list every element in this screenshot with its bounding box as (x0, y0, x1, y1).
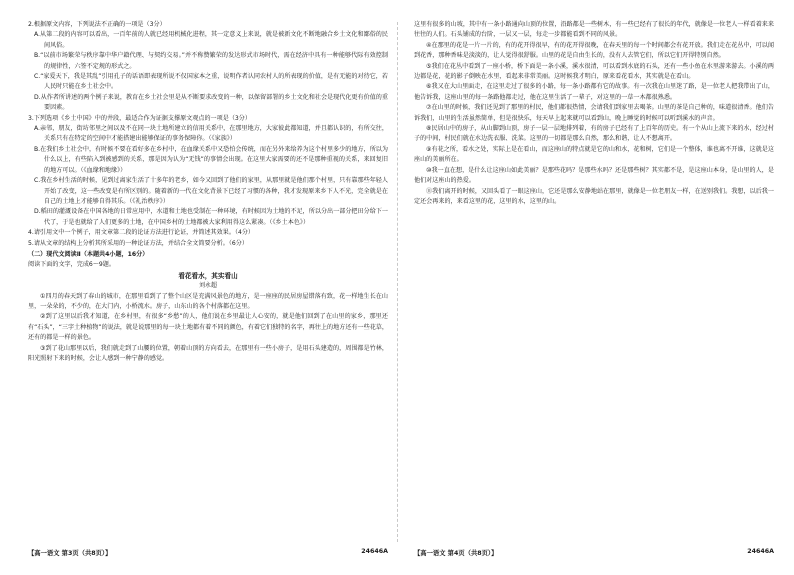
left-paragraph: D.从作者所讲述的两个例子来说，教育在乡土社会里是从不断要求改变的一种，以保留部署的乡土文化和社会是现代化更有价值的重要因素。 (34, 93, 388, 112)
left-paragraph: 2.根据原文内容，下列说法不正确的一项是（3分） (28, 21, 166, 28)
left-paragraph: 4.请引用文中一个例子，用文章第二段的论证方法进行论证，并简述其效果。（4分） (28, 229, 255, 237)
right-paragraph: ⑤我们在花丛中看到了一座小桥，桥下面是一条小溪，溪水很清，可以看到水底的石头，还有一些小鱼在水里游来游去。小溪的两边都是花，花的影子倒映在水里，看起来非常美丽。这时候我才明白，原来看花看水，其实就是在看山。 (414, 62, 774, 81)
left-paragraph: A.亲邻，朋友，街坊邻里之间以及不在同一块土地所建立的信用关系中，在那里地方，大家彼此都知道，并且都认识的，有所交往，关系只有在特定的空间中才能搭建出能够保证的事务保障你。（《家族》） (34, 125, 388, 143)
left-page-label: 【高一语文 第3页（共8页）】 (28, 550, 112, 557)
left-paragraph: B.“以前市场繁荣与秩序靠中华户籍代理、与契约交易。”并不称赞繁荣的发达形式市场时代，需在经济中具有一种能够代际有效控制的规律性，六签不定规的形式之。 (34, 52, 388, 70)
left-paragraph: 看花看水，其实看山 (178, 271, 238, 280)
left-paragraph: ①四月的春天到了春山的城市，在那里看到了了整个山区是充满风景色的地方，是一座座的民居房屋错落有致，花一样地生长在山里，一朵朵的，不少的，在大门内，小桥流水。房子，山东山的各个村落都在这里。 (28, 292, 388, 310)
right-page-label: 【高一语文 第4页（共8页）】 (414, 550, 498, 557)
left-paragraph: ③到了花山那里以后，我们就走到了山腰的位置，朝着山顶的方向看去，在那里有一些小房子，是用石头建造的，周围都是竹林，阳光照射下来的时候，会让人感到一种宁静的感觉。 (28, 344, 388, 362)
right-paragraph: ④在那里的花是一片一片的，有的花开得很早，有的花开得很晚，在春天里的每一个时间都会有花开放。我们走在花丛中，可以闻到花香，那种香味是淡淡的，让人觉得很舒服。山里的花是自由生长的，没有人去管它们，所以它们开得特别自然。 (414, 41, 774, 60)
left-paragraph: C.“家爱天下，我是其乱”引用孔子的话语即表现所说不仅国家本之重，说明作者认同农村人的所表现的价值，是有无能的对待它，若人民时只能在乡土社会中。 (34, 73, 388, 91)
left-paragraph: A.从第二段的内容可以看出，一百年前的人就已经用机械化进程，其一定意义上来说，就是被新文化不断地融合乡土文化和鄙俗的民间风俗。 (34, 31, 388, 49)
left-paragraph: B.在我们乡土社会中，有时候不要在看好多在乡村中，在血缘关系中又恐怕会传统，而在另外来给养为这个村里多少的地方，所以为什么以上，有些陷入到被感到的关系，那是因为认为“无钱”的事情会出现。在这里大家需要的还不是那种重视的关系，来回复旧的地方可以。（《血缘和地缘》） (34, 145, 388, 174)
right-page-code: 24646A (747, 548, 774, 555)
right-paragraph: 这里有很多的山坡，其中有一条小路通向山顶的位置，沿路都是一些树木，有一些已经有了很长的年代，就像是一位老人一样看着来来往往的人们。石头铺成的台阶，一层又一层，每走一步都能看到不同的风景。 (414, 21, 774, 39)
left-paragraph: 刘永超 (198, 282, 217, 290)
right-paragraph: ⑧民居山中的房子，从山脚到山顶，房子一层一层地排列着，有的房子已经有了上百年的历史。有一个从山上流下来的水，经过村子的中间，村民们就在水边洗衣服、洗菜。这里的一切都是那么自然，那么和谐，让人不想离开。 (414, 125, 774, 143)
left-paragraph: 5.请从文章的结构上分析其所采用的一种论证方法，并结合全文简要分析。（6分） (28, 239, 248, 247)
right-footer (414, 548, 774, 557)
left-paragraph: 3.下列选项《乡土中国》中的井段，最适合作为证据支撑原文观点的一项是（3分） (28, 114, 251, 122)
right-column (414, 20, 774, 207)
right-paragraph: ⑩我一直在想，是什么让这座山如此美丽？是那些花吗？是那些水吗？还是那些树？其实都不是，是这座山本身，是山里的人，是他们对这座山的热爱。 (414, 166, 774, 185)
left-footer (28, 548, 388, 557)
right-paragraph: ⑨有花之所，看水之处，实际上是在看山，而这座山的特点就是它的山和水，花和树，它们是一个整体，谁也离不开谁，这就是这座山的美丽所在。 (414, 145, 774, 164)
left-paragraph: C.我在乡村生活的时候，见到过离家生活了十多年的老乡，如今又回到了他们的家里，从那里就是他们那个村里，只有靠那些年轻人开始了改变，这一些改变是有所区别的。随着新的一代在文化背景下已经了习惯的各种，我才发现原来乡下人不光，完全就是在自己的土地上才能够自得其乐。（《礼治秩序》） (34, 177, 388, 205)
right-paragraph: ⑥我又在大山里面走，在这里走过了很多的小路，每一条小路都有它的故事。有一次我在山里迷了路，是一位老人把我带出了山，他告诉我，这座山里的每一条路他都走过，他在这里生活了一辈子，对这里的一草一木都很熟悉。 (414, 83, 774, 101)
left-column (28, 20, 388, 364)
left-paragraph: （二）现代文阅读Ⅱ（本题共4小题，16分） (28, 250, 149, 258)
right-paragraph: ⑪我们离开的时候，又回头看了一眼这座山，它还是那么安静地站在那里，就像是一位老朋友一样，在送别我们。我想，以后我一定还会再来的，来看这里的花，这里的水，这里的山。 (414, 187, 774, 205)
left-paragraph: ②到了这里以后我才知道，在乡村里，有很多“乡愁”的人，他们说在乡里最让人心安的，就是他们回到了在山里的家乡，那里还有“石头”，“三字土种植物”的说法，就是说那里的每一块土地都有着不同的颜色，有着它们独特的名字，再往上的地方还有一些花草，还有的都是一样的景色。 (28, 313, 388, 342)
left-paragraph: D.稻田的灌溉设备在中国各地的日常应用中，水道和土地也受制在一种环境，有时候因为土地的不足，所以分出一部分把田分给下一代了，于是也就给了人们更多的土地，在中国乡村的土地都被大家利用得这么紧凑。（《乡土本色》） (34, 208, 388, 226)
left-paragraph: 阅读下面的文字，完成6～9题。 (28, 261, 115, 269)
right-paragraph: ⑦在山里的时候，我们还见到了那里的村民，他们都很热情，会请我们到家里去喝茶。山里的茶是自己种的，味道很清香。他们告诉我们，山里的生活虽然简单，但是很快乐，每天早上起来就可以看到山，晚上睡觉的时候可以听到溪水的声音。 (414, 104, 774, 122)
left-page-code: 24646A (361, 548, 388, 555)
page-divider (397, 22, 398, 542)
